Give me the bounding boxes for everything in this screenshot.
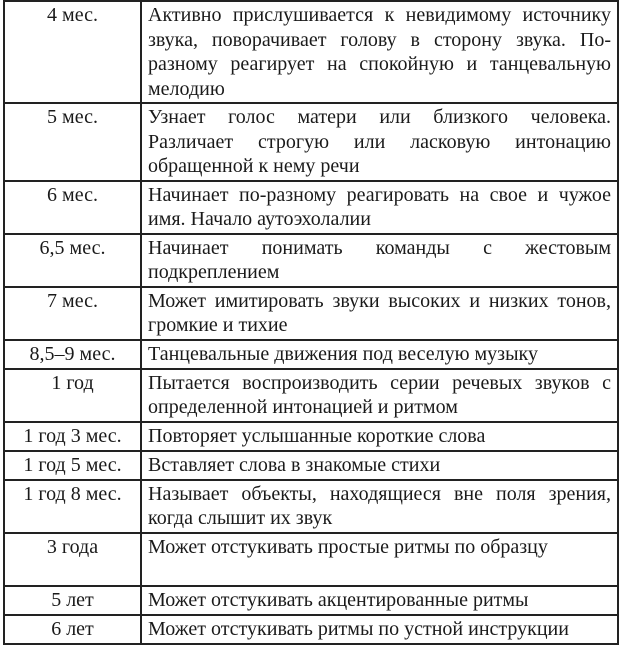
age-cell: 6,5 мес.: [4, 234, 141, 287]
age-cell: 8,5–9 мес.: [4, 340, 141, 369]
description-cell: Начинает по-разному реагировать на свое и чужое имя. Начало аутоэхолалии: [141, 181, 618, 234]
table-row: [4, 533, 618, 586]
description-cell: Начинает понимать команды с жестовым подкреплением: [141, 234, 618, 287]
table-row: [4, 480, 618, 533]
description-cell: Танцевальные движения под веселую музыку: [141, 340, 618, 369]
age-cell: 3 года: [4, 533, 141, 586]
age-cell: 5 мес.: [4, 103, 141, 181]
age-cell: 1 год: [4, 369, 141, 422]
age-cell: 4 мес.: [4, 1, 141, 103]
age-cell: 1 год 5 мес.: [4, 451, 141, 480]
age-cell: 5 лет: [4, 586, 141, 615]
table-row: [4, 369, 618, 422]
age-cell: 1 год 8 мес.: [4, 480, 141, 533]
table-row: [4, 103, 618, 181]
description-cell: Может отстукивать простые ритмы по образцу: [141, 533, 618, 586]
table-row: [4, 615, 618, 644]
description-cell: Может отстукивать ритмы по устной инструкции: [141, 615, 618, 644]
table-row: [4, 1, 618, 103]
document-page: [3, 0, 617, 658]
description-cell: Называет объекты, находящиеся вне поля зрения, когда слышит их звук: [141, 480, 618, 533]
table-row: [4, 586, 618, 615]
table-row: [4, 422, 618, 451]
description-cell: Активно прислушивается к невидимому источнику звука, поворачивает голову в сторону звука. По-разному реагирует на спокойную и танцевальную мелодию: [141, 1, 618, 103]
age-cell: 7 мес.: [4, 287, 141, 340]
table-row: [4, 340, 618, 369]
table-row: [4, 451, 618, 480]
age-cell: 6 лет: [4, 615, 141, 644]
development-milestones-table: [3, 0, 619, 645]
description-cell: Повторяет услышанные короткие слова: [141, 422, 618, 451]
description-cell: Вставляет слова в знакомые стихи: [141, 451, 618, 480]
table-row: [4, 234, 618, 287]
table-row: [4, 287, 618, 340]
table-row: [4, 181, 618, 234]
age-cell: 1 год 3 мес.: [4, 422, 141, 451]
description-cell: Пытается воспроизводить серии речевых звуков с определенной интонацией и ритмом: [141, 369, 618, 422]
description-cell: Может имитировать звуки высоких и низких тонов, громкие и тихие: [141, 287, 618, 340]
description-cell: Может отстукивать акцентированные ритмы: [141, 586, 618, 615]
age-cell: 6 мес.: [4, 181, 141, 234]
description-cell: Узнает голос матери или близкого человека. Различает строгую или ласковую интонацию обращенной к нему речи: [141, 103, 618, 181]
